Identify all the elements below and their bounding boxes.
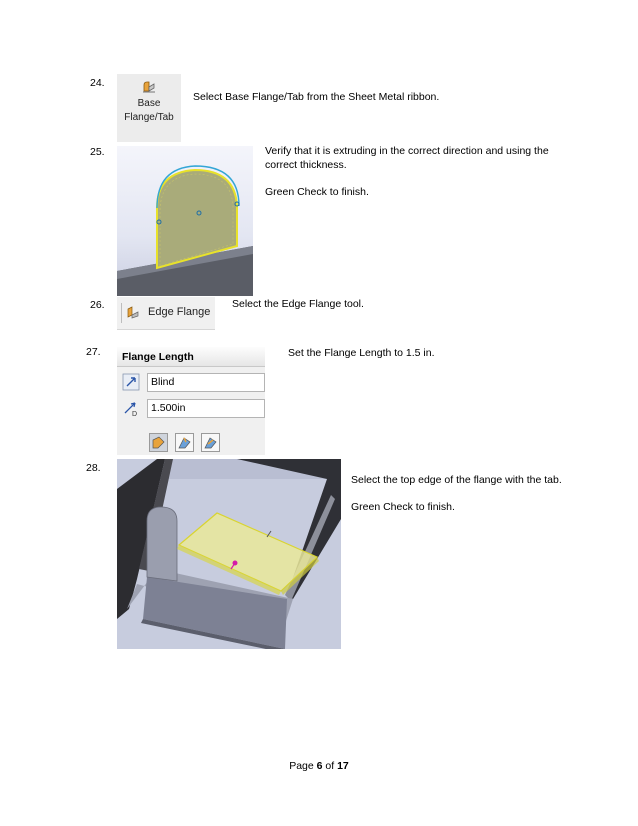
step-number: 26. [90,299,105,311]
step-text-line2: correct thickness. [265,159,347,171]
svg-text:D: D [132,411,138,418]
flange-position-button [149,433,168,452]
step-text: Select Base Flange/Tab from the Sheet Metal ribbon. [193,91,440,103]
current-page: 6 [316,760,323,772]
edge-flange-icon [126,305,140,319]
step-number: 24. [90,77,105,89]
base-flange-icon [141,79,157,95]
tab-preview-graphic [117,146,253,296]
sheet-metal-model-graphic [117,459,341,649]
edge-flange-label: Edge Flange [148,306,211,318]
flange-length-panel-image [117,347,265,455]
flange-position-button [201,433,220,452]
step-text-line3: Green Check to finish. [265,186,369,198]
step-text-line2: Green Check to finish. [351,501,455,513]
ribbon-label-line2: Flange/Tab [124,112,174,123]
footer-prefix: Page [289,760,317,772]
step-number: 28. [86,462,101,474]
step-text: Set the Flange Length to 1.5 in. [288,347,435,359]
tab-sketch-preview-image [117,146,253,296]
step-text: Select the Edge Flange tool. [232,298,364,310]
total-pages: 17 [337,760,349,772]
length-dimension-icon [122,399,142,418]
model-edge-selection-image [117,459,341,649]
flange-position-button [175,433,194,452]
ribbon-label-line1: Base [137,98,161,109]
step-number: 25. [90,146,105,158]
step-text-line1: Select the top edge of the flange with the tab. [351,474,562,486]
step-text-line1: Verify that it is extruding in the correct direction and using the [265,145,549,157]
direction-arrow-icon [122,373,142,392]
base-flange-ribbon-image [117,74,181,142]
length-value-field: 1.500in [147,399,265,418]
step-number: 27. [86,346,101,358]
edge-flange-ribbon-image [117,297,215,330]
end-condition-select: Blind [147,373,265,392]
flange-length-header: Flange Length [117,347,265,367]
footer-middle: of [322,760,338,772]
page-footer [0,760,638,772]
